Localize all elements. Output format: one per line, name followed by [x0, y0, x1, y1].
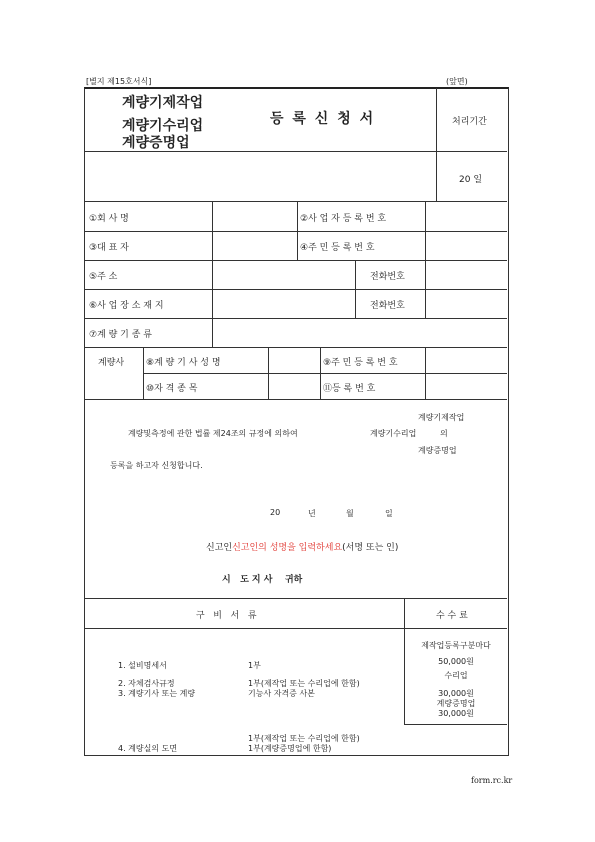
fee-line-2: 50,000원 — [438, 657, 474, 666]
registration-no-field[interactable] — [426, 374, 506, 399]
site-location-field[interactable] — [213, 290, 355, 318]
fee-line-5: 계량증명업 — [436, 699, 476, 708]
representative-field[interactable] — [213, 232, 297, 260]
declaration-suffix: 의 — [440, 429, 448, 438]
doc-item-4-qty: 1부(계량증명업에 한함) — [248, 744, 332, 753]
certificate-kind-field[interactable] — [269, 374, 320, 399]
processing-period-label: 처리기간 — [452, 117, 487, 127]
business-reg-no-field[interactable] — [426, 202, 506, 231]
title-underline — [85, 151, 436, 152]
title-divider — [436, 88, 437, 201]
meter-kind-field[interactable] — [213, 319, 506, 347]
phone-label-1: 전화번호 — [370, 272, 405, 282]
date-year-unit: 년 — [308, 509, 316, 518]
doc-item-2: 2. 자체검사규정 — [118, 679, 175, 688]
fee-list — [405, 640, 507, 720]
processing-period-value: 20 일 — [459, 175, 483, 185]
applicant-prefix: 신고인 — [206, 543, 233, 553]
source-footer: form.rc.kr — [471, 776, 513, 785]
doc-item-1: 1. 설비명세서 — [118, 661, 167, 670]
doc-item-2-qty: 1부(제작업 또는 수리업에 한함) — [248, 679, 360, 688]
fee-line-3: 수리업 — [444, 671, 468, 680]
company-name-label: ①회 사 명 — [89, 214, 129, 224]
applicant-name-input[interactable]: 신고인의 성명을 입력하세요 — [232, 543, 343, 553]
technician-name-label: ⑧계 량 기 사 성 명 — [146, 358, 221, 368]
proc-divider — [436, 151, 507, 152]
company-name-field[interactable] — [213, 202, 297, 231]
date-day-unit: 일 — [385, 509, 393, 518]
declaration-type-2: 계량기수리업 — [370, 429, 417, 438]
technician-id-label: ⑨주 민 등 록 번 호 — [323, 358, 398, 368]
doc-item-3: 3. 계량기사 또는 계량 — [118, 689, 196, 698]
meter-kind-label: ⑦계 량 기 종 류 — [89, 330, 152, 340]
phone-field-1[interactable] — [426, 261, 506, 289]
page-side-label: (앞면) — [446, 77, 468, 86]
date-year: 20 — [270, 508, 281, 517]
fee-line-1: 제작업등록구분마다 — [421, 641, 491, 650]
phone-label-2: 전화번호 — [370, 301, 405, 311]
fee-line-4: 30,000원 — [438, 689, 474, 698]
technician-name-field[interactable] — [269, 348, 320, 373]
business-type-list — [122, 95, 203, 152]
applicant-signature-note: (서명 또는 인) — [342, 543, 399, 553]
recipient: 시 도 지 사 귀하 — [222, 575, 303, 585]
form-number: [별지 제15호서식] — [86, 77, 152, 86]
doc-item-1-qty: 1부 — [248, 661, 261, 670]
representative-label: ③대 표 자 — [89, 243, 129, 253]
fee-line-6: 30,000원 — [438, 709, 474, 718]
declaration-law-text: 계량및측정에 관한 법률 제24조의 규정에 의하여 — [128, 429, 298, 438]
registration-no-label: ⑪등 록 번 호 — [323, 384, 376, 394]
type-repair: 계량기수리업 — [122, 118, 204, 134]
type-certification: 계량증명업 — [122, 135, 190, 151]
required-docs-header: 구 비 서 류 — [196, 611, 257, 621]
declaration-apply-text: 등록을 하고자 신청합니다. — [110, 461, 203, 470]
fee-header: 수 수 료 — [436, 611, 468, 621]
page-title: 등 록 신 청 서 — [270, 111, 376, 127]
date-month-unit: 월 — [346, 509, 354, 518]
applicant-line — [206, 540, 398, 553]
certificate-kind-label: ⑩자 격 종 목 — [146, 384, 198, 394]
doc-item-3b-qty: 1부(제작업 또는 수리업에 한함) — [248, 734, 360, 743]
address-field[interactable] — [213, 261, 355, 289]
declaration-type-3: 계량증명업 — [418, 446, 457, 455]
business-reg-no-label: ②사 업 자 등 록 번 호 — [300, 214, 387, 224]
type-manufacture: 계량기제작업 — [122, 95, 204, 111]
phone-field-2[interactable] — [426, 290, 506, 318]
doc-item-4: 4. 계량실의 도면 — [118, 744, 178, 753]
address-label: ⑤주 소 — [89, 272, 118, 282]
representative-id-label: ④주 민 등 록 번 호 — [300, 243, 375, 253]
representative-id-field[interactable] — [426, 232, 506, 260]
technician-label: 계량사 — [98, 358, 125, 368]
technician-id-field[interactable] — [426, 348, 506, 373]
site-location-label: ⑥사 업 장 소 재 지 — [89, 301, 164, 311]
doc-item-3-qty: 기능사 자격증 사본 — [248, 689, 315, 698]
declaration-type-1: 계량기제작업 — [418, 413, 465, 422]
